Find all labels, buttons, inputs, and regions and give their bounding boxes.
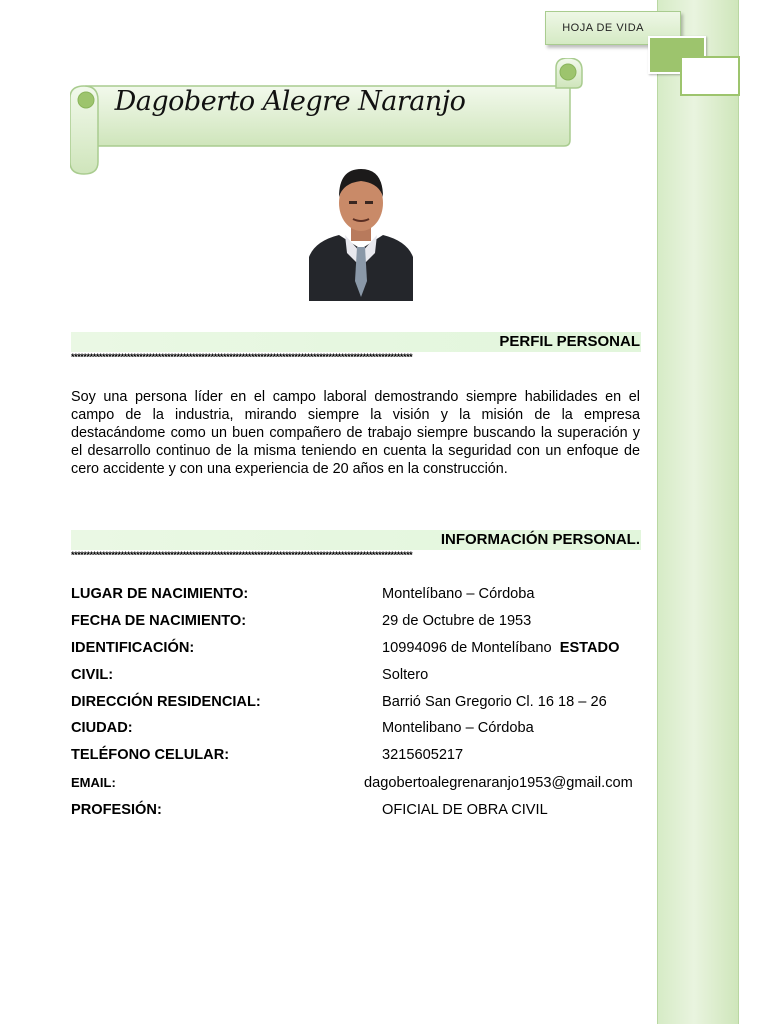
marital-status-label-start: ESTADO	[559, 640, 620, 656]
profile-divider: **************************************************************************************************************	[71, 353, 413, 362]
personal-info-section-header	[71, 530, 641, 550]
info-row-marital-status	[71, 665, 651, 685]
info-label: DIRECCIÓN RESIDENCIAL:	[71, 694, 261, 710]
candidate-name: Dagoberto Alegre Naranjo	[114, 86, 466, 117]
info-row-email	[71, 773, 651, 793]
info-value: OFICIAL DE OBRA CIVIL	[382, 802, 548, 818]
personal-info-section-title: INFORMACIÓN PERSONAL.	[440, 531, 640, 548]
info-value	[382, 638, 619, 658]
personal-info-divider: **************************************************************************************************************	[71, 551, 413, 560]
info-label: TELÉFONO CELULAR:	[71, 747, 230, 763]
info-label: EMAIL:	[71, 775, 116, 790]
identification-value: 10994096 de Montelíbano	[382, 640, 552, 656]
info-value: Montelibano – Córdoba	[382, 720, 534, 736]
info-row-phone	[71, 745, 651, 765]
info-label: IDENTIFICACIÓN:	[71, 640, 195, 656]
info-label: FECHA DE NACIMIENTO:	[71, 613, 247, 629]
profile-section-header	[71, 332, 641, 352]
document-type-label: HOJA DE VIDA	[562, 22, 644, 34]
info-row-profession	[71, 800, 651, 820]
info-label: CIUDAD:	[71, 720, 133, 736]
info-label: LUGAR DE NACIMIENTO:	[71, 586, 249, 602]
info-value: Barrió San Gregorio Cl. 16 18 – 26	[382, 694, 607, 710]
info-value: Soltero	[382, 667, 429, 683]
info-row-identification	[71, 638, 651, 658]
info-value: Montelíbano – Córdoba	[382, 586, 535, 602]
profile-section-title: PERFIL PERSONAL	[499, 333, 640, 350]
info-row-city	[71, 718, 651, 738]
info-row-birthplace	[71, 584, 651, 604]
profile-photo	[309, 157, 413, 301]
email-link[interactable]: dagobertoalegrenaranjo1953@gmail.com	[364, 775, 633, 791]
info-label: PROFESIÓN:	[71, 802, 162, 818]
decorative-white-square	[680, 56, 740, 96]
info-value: 29 de Octubre de 1953	[382, 613, 532, 629]
side-decoration-bar	[657, 0, 739, 1024]
info-value: 3215605217	[382, 747, 464, 763]
info-row-birthdate	[71, 611, 651, 631]
info-row-address	[71, 692, 651, 712]
profile-paragraph: Soy una persona líder en el campo laboral demostrando siempre habilidades en el campo de la industria, mirando siempre la visión y la misión de la empresa destacándome como un buen compañero de trabajo siempre buscando la superación y el desarrollo continuo de la misma teniendo en cuenta la seguridad con un enfoque de cero accidente y con una experiencia de 20 años en la construcción.	[71, 389, 640, 477]
info-label: CIVIL:	[71, 667, 114, 683]
